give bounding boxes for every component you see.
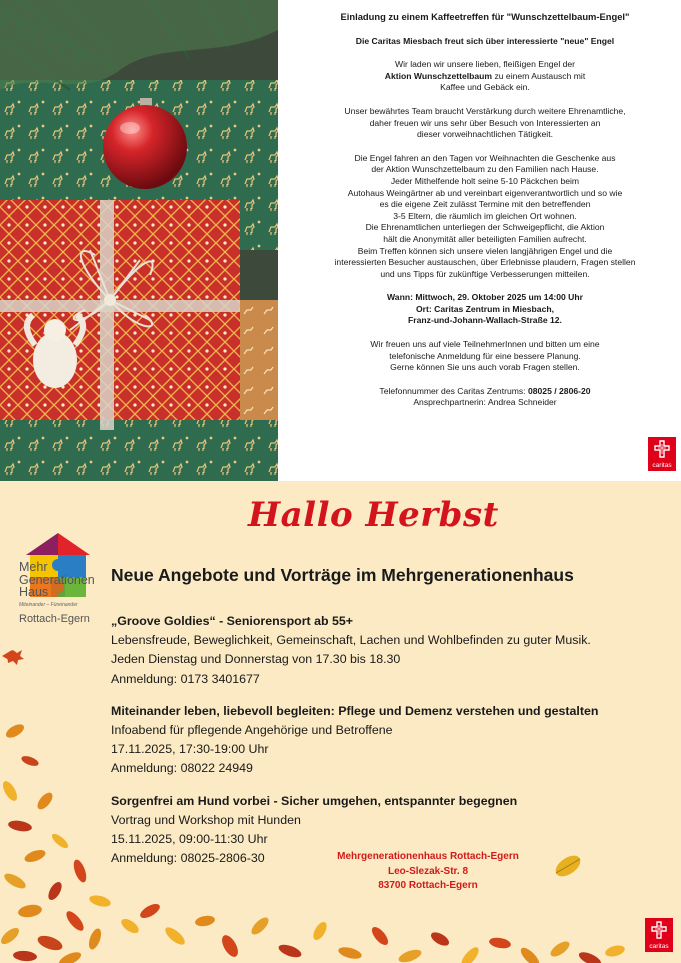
- address-line-2: Leo-Slezak-Str. 8: [387, 865, 469, 877]
- para1-line1: Wir laden wir unsere lieben, fleißigen Engel der: [394, 59, 576, 70]
- invitation-paragraph-4: Wir freuen uns auf viele TeilnehmerInnen und bitten um eine telefonische Anmeldung für eine bessere Planung. Gerne können Sie uns auch vorab Fragen stellen.: [370, 339, 600, 373]
- invitation-text: [300, 0, 670, 409]
- mgh-tagline: Miteinander – Füreinander: [19, 601, 78, 608]
- invitation-when: Wann: Mittwoch, 29. Oktober 2025 um 14:00 Uhr: [387, 292, 583, 303]
- event-title: Miteinander leben, liebevoll begleiten: Pflege und Demenz verstehen und gestalten: [111, 703, 599, 718]
- contact-person: Ansprechpartnerin: Andrea Schneider: [413, 397, 557, 408]
- event-title: „Groove Goldies“ - Seniorensport ab 55+: [111, 614, 354, 628]
- invitation-title: Einladung zu einem Kaffeetreffen für "Wunschzettelbaum-Engel": [340, 11, 630, 22]
- invitation-paragraph-3: Die Engel fahren an den Tagen vor Weihnachten die Geschenke aus der Aktion Wunschzettelbaum zu den Familien nach Hause. Jeder Mithelfende holt seine 5-10 Päckchen beim Autohaus Weingärtner ab und vereinbart eigenverantwortlich und so wie es die eigene Zeit zulässt Termine mit den betreffenden 3-5 Eltern, die räumlich im gleichen Ort wohnen. Die Ehrenamtlichen unterliegen der Schweigepflicht, die Aktion hält die Anonymität aller beteiligten Familien aufrecht. Beim Treffen können sich unsere vielen langjährigen Engel und die interessierten Besucher austauschen, über Erlebnisse plaudern, Fragen stellen und uns Tipps für zukünftige Verbesserungen mitteilen.: [334, 152, 636, 279]
- mgh-name: Mehr Generationen Haus: [19, 560, 95, 599]
- event-line: 15.11.2025, 09:00-11:30 Uhr: [111, 832, 268, 847]
- para1-line3: Kaffee und Gebäck ein.: [440, 82, 530, 93]
- para1-bold-action: Aktion Wunschzettelbaum: [384, 70, 493, 81]
- invitation-where-2: Franz-und-Johann-Wallach-Straße 12.: [408, 315, 562, 326]
- address-line-3: 83700 Rottach-Egern: [378, 880, 478, 891]
- event-line: Vortrag und Workshop mit Hunden: [111, 812, 301, 827]
- mgh-place: Rottach-Egern: [19, 612, 90, 625]
- phone-label: Telefonnummer des Caritas Zentrums:: [379, 385, 528, 396]
- caritas-cross-icon: [653, 440, 671, 458]
- event-line: Anmeldung: 08025-2806-30: [111, 851, 265, 866]
- event-title: Sorgenfrei am Hund vorbei - Sicher umgehen, entspannter begegnen: [111, 793, 518, 808]
- christmas-gifts-illustration: [0, 0, 278, 481]
- mgh-address: [330, 850, 526, 894]
- event-line: 17.11.2025, 17:30-19:00 Uhr: [111, 742, 269, 757]
- event-line: Infoabend für pflegende Angehörige und Betroffene: [111, 723, 393, 738]
- invitation-section: [0, 0, 681, 481]
- invitation-where-1: Ort: Caritas Zentrum in Miesbach,: [415, 303, 554, 314]
- invitation-paragraph-2: Unser bewährtes Team braucht Verstärkung durch weitere Ehrenamtliche, daher freuen wir uns sehr über Besuch von Interessierten an dieser vorweihnachtlichen Tätigkeit.: [344, 105, 626, 140]
- caritas-cross-icon: [650, 921, 668, 939]
- invitation-subtitle: Die Caritas Miesbach freut sich über interessierte "neue" Engel: [355, 35, 615, 46]
- hallo-herbst-headline: Hallo Herbst: [248, 495, 499, 535]
- christmas-gifts-photo: [0, 0, 278, 481]
- leaf-cluster-bottom: [138, 901, 626, 963]
- invitation-when-where: [300, 292, 670, 327]
- events-list: [111, 612, 671, 881]
- event-line: Anmeldung: 0173 3401677: [111, 671, 260, 686]
- caritas-logo-text: caritas: [649, 943, 669, 950]
- para1-line2-rest: zu einem Austausch mit: [492, 70, 586, 81]
- event-line: Jeden Dienstag und Donnerstag von 17.30 bis 18.30: [111, 652, 401, 667]
- herbst-section: [0, 481, 681, 963]
- phone-number: 08025 / 2806-20: [527, 385, 591, 396]
- event-line: Anmeldung: 08022 24949: [111, 761, 253, 776]
- herbst-heading: Neue Angebote und Vorträge im Mehrgenerationenhaus: [111, 565, 574, 585]
- caritas-logo-top: [648, 437, 676, 471]
- address-line-1: Mehrgenerationenhaus Rottach-Egern: [337, 851, 519, 862]
- event-line: Lebensfreude, Beweglichkeit, Gemeinschaft, Lachen und Wohlbefinden zu guter Musik.: [111, 633, 591, 648]
- caritas-logo-text: caritas: [652, 462, 672, 469]
- invitation-paragraph-1: [300, 59, 670, 94]
- invitation-contact: [300, 386, 670, 409]
- event-groove-goldies: [111, 612, 671, 689]
- event-pflege-demenz: [111, 702, 671, 779]
- mgh-logo-text: [19, 561, 119, 625]
- caritas-logo-bottom: [645, 918, 673, 952]
